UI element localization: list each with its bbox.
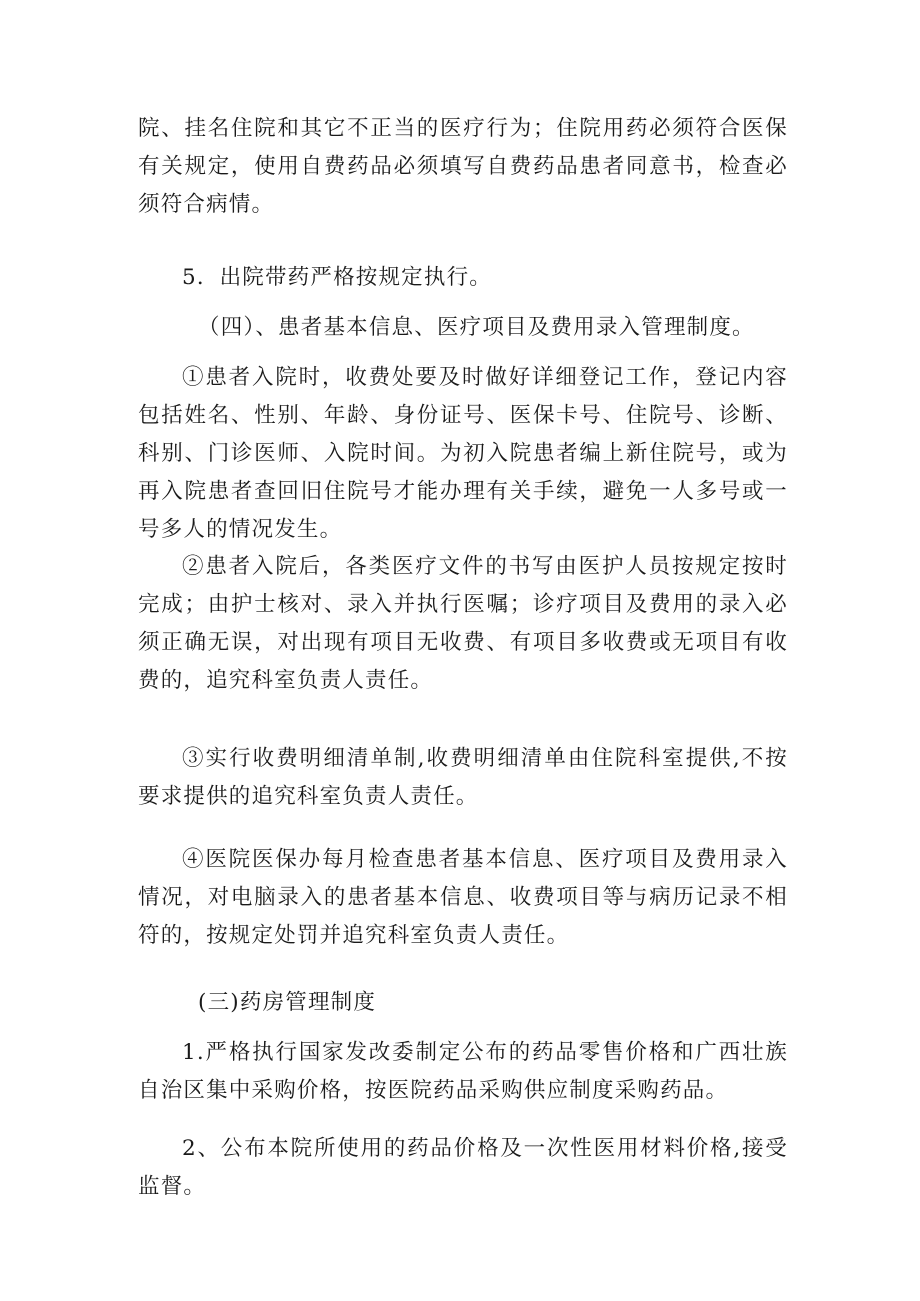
paragraph-after-admission: ②患者入院后，各类医疗文件的书写由医护人员按规定按时完成；由护士核对、录入并执行医嘱；诊疗项目及费用的录入必须正确无误，对出现有项目无收费、有项目多收费或无项目有收费的，追究科室负责人责任。	[138, 554, 788, 693]
paragraph-discharge-medication: 5．出院带药严格按规定执行。	[182, 265, 492, 290]
paragraph-hospitalization-rules: 院、挂名住院和其它不正当的医疗行为；住院用药必须符合医保有关规定，使用自费药品必须填写自费药品患者同意书，检查必须符合病情。	[138, 116, 788, 217]
section-heading-pharmacy: (三)药房管理制度	[198, 990, 377, 1015]
paragraph-admission-registration: ①患者入院时，收费处要及时做好详细登记工作，登记内容包括姓名、性别、年龄、身份证号、医保卡号、住院号、诊断、科别、门诊医师、入院时间。为初入院患者编上新住院号，或为再入院患者查回旧住院号才能办理有关手续，避免一人多号或一号多人的情况发生。	[138, 365, 788, 542]
paragraph-price-publicity: 2、公布本院所使用的药品价格及一次性医用材料价格,接受监督。	[138, 1136, 788, 1199]
paragraph-drug-pricing: 1.严格执行国家发改委制定公布的药品零售价格和广西壮族自治区集中采购价格，按医院药品采购供应制度采购药品。	[138, 1040, 788, 1103]
paragraph-monthly-check: ④医院医保办每月检查患者基本信息、医疗项目及费用录入情况，对电脑录入的患者基本信息、收费项目等与病历记录不相符的，按规定处罚并追究科室负责人责任。	[138, 847, 788, 948]
paragraph-fee-list: ③实行收费明细清单制,收费明细清单由住院科室提供,不按要求提供的追究科室负责人责任。	[138, 746, 788, 809]
section-heading-patient-info: （四）、患者基本信息、医疗项目及费用录入管理制度。	[198, 315, 755, 340]
